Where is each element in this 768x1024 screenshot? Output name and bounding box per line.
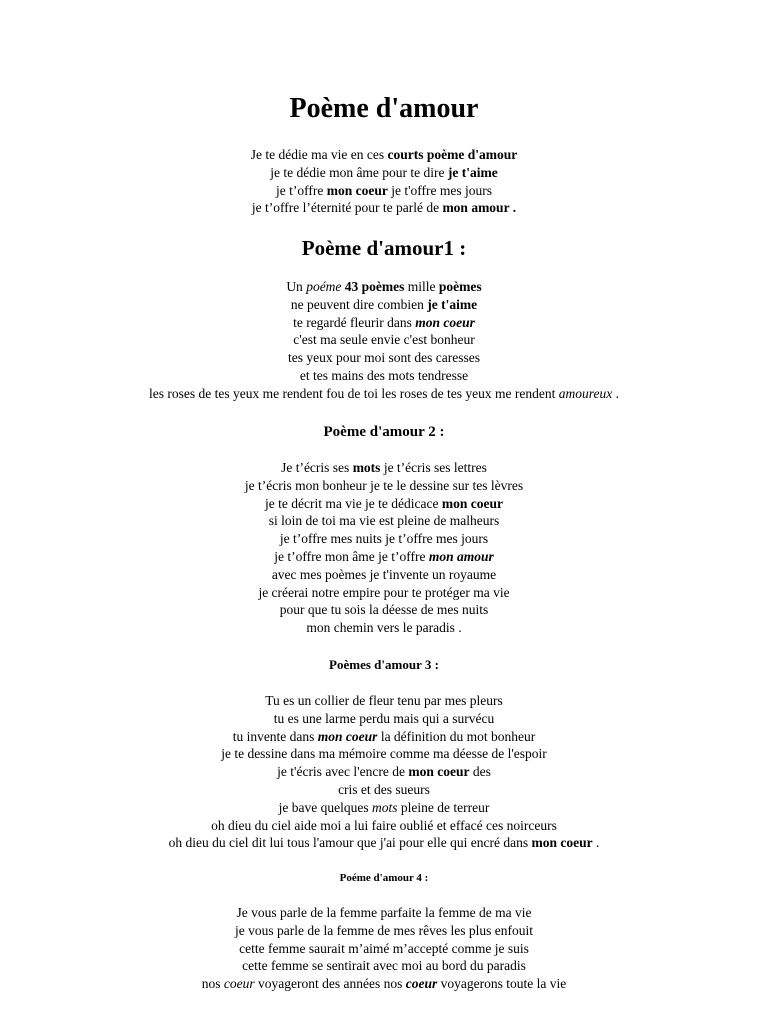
line-text: tu es une larme perdu mais qui a survécu [273, 710, 495, 726]
emphasized-text: mon amour [428, 548, 494, 564]
line-text: Je vous parle de la femme parfaite la femme de ma vie [236, 905, 532, 920]
line-text: voyagerons toute la vie [437, 976, 567, 992]
emphasized-text: amoureux [558, 385, 613, 401]
page-title: Poème d'amour [289, 93, 479, 124]
line-text: je vous parle de la femme de mes rêves les plus enfouit [234, 922, 534, 938]
line-text: tes yeux pour moi sont des caresses [288, 350, 480, 366]
poem-line [0, 834, 768, 852]
emphasized-text: je t'aime [447, 164, 498, 180]
poem-line [0, 512, 768, 530]
poem-line [0, 566, 768, 584]
poem-3-stanza [0, 692, 768, 852]
poem-line [0, 349, 768, 367]
poem-line [0, 799, 768, 817]
line-text: si loin de toi ma vie est pleine de malheurs [268, 513, 500, 529]
line-text: la définition du mot bonheur [377, 728, 536, 744]
poem-line [0, 710, 768, 728]
line-text: . [612, 385, 619, 401]
poem-line [0, 975, 768, 993]
poem-4-stanza [0, 904, 768, 993]
emphasized-text: poèmes [438, 279, 482, 294]
line-text: les roses de tes yeux me rendent fou de toi les roses de tes yeux me rendent [148, 385, 559, 401]
line-text: pour que tu sois la déesse de mes nuits [279, 602, 489, 618]
line-text: cris et des sueurs [338, 781, 430, 797]
poem-line [0, 495, 768, 513]
line-text: je bave quelques [278, 799, 372, 815]
emphasized-text: mon coeur [317, 728, 378, 744]
poem-line [0, 817, 768, 835]
line-text: je t’offre [275, 182, 327, 198]
line-text: mille [404, 279, 439, 294]
line-text: je t'écris avec l'encre de [277, 764, 409, 780]
line-text: tu invente dans [232, 728, 318, 744]
line-text: avec mes poèmes je t'invente un royaume [271, 566, 497, 582]
poem-line [0, 164, 768, 182]
line-text: je t’offre mes nuits je t’offre mes jours [279, 531, 489, 547]
line-text: mon chemin vers le paradis . [306, 620, 462, 636]
poem-line [0, 459, 768, 477]
poem-line [0, 182, 768, 200]
poem-line [0, 619, 768, 637]
poem-4-heading: Poéme d'amour 4 : [339, 872, 429, 884]
line-text: je t’écris mon bonheur je te le dessine sur tes lèvres [244, 477, 524, 493]
emphasized-text: mon coeur [415, 314, 475, 330]
line-text: oh dieu du ciel aide moi a lui faire oublié et effacé ces noirceurs [211, 817, 557, 833]
line-text: je te dessine dans ma mémoire comme ma déesse de l'espoir [221, 746, 547, 762]
poem-line [0, 763, 768, 781]
emphasized-text: coeur [405, 976, 438, 992]
emphasized-text: je t'aime [427, 296, 478, 312]
emphasized-text: mots [352, 460, 381, 475]
line-text: je te décrit ma vie je te dédicace [264, 495, 442, 511]
emphasized-text: coeur [223, 976, 255, 992]
poem-line [0, 314, 768, 332]
line-text: Un [286, 279, 307, 294]
line-text: je t'offre mes jours [387, 182, 493, 198]
line-text: ne peuvent dire combien [290, 296, 428, 312]
poem-line [0, 957, 768, 975]
emphasized-text: mon coeur [531, 835, 593, 851]
poem-line [0, 548, 768, 566]
poem-line [0, 745, 768, 763]
poem-3-heading: Poèmes d'amour 3 : [329, 657, 439, 672]
line-text: et tes mains des mots tendresse [299, 367, 469, 383]
poem-line [0, 367, 768, 385]
poem-line [0, 781, 768, 799]
line-text: je t’offre l’éternité pour te parlé de [251, 200, 443, 216]
line-text: je t’écris ses lettres [380, 460, 487, 475]
line-text: Je te dédie ma vie en ces [250, 147, 388, 162]
emphasized-text: mon amour . [442, 200, 517, 216]
emphasized-text: mon coeur [408, 764, 470, 780]
line-text: Tu es un collier de fleur tenu par mes pleurs [265, 693, 503, 708]
emphasized-text: courts poème d'amour [387, 147, 518, 162]
emphasized-text: mon coeur [441, 495, 504, 511]
poem-line [0, 692, 768, 710]
line-text: nos [201, 976, 224, 992]
line-text: je te dédie mon âme pour te dire [270, 164, 448, 180]
line-text: te regardé fleurir dans [293, 314, 416, 330]
poem-line [0, 728, 768, 746]
poem-line [0, 199, 768, 217]
intro-stanza [0, 146, 768, 217]
poem-line [0, 278, 768, 296]
emphasized-text: 43 poèmes [344, 279, 405, 294]
poem-line [0, 477, 768, 495]
line-text: cette femme se sentirait avec moi au bord du paradis [242, 958, 526, 974]
poem-line [0, 146, 768, 164]
poem-line [0, 584, 768, 602]
emphasized-text: mots [372, 799, 398, 815]
poem-line [0, 904, 768, 922]
line-text: pleine de terreur [397, 799, 490, 815]
poem-2-heading: Poème d'amour 2 : [323, 424, 445, 440]
poem-1-heading: Poème d'amour1 : [301, 236, 467, 260]
line-text: je t’offre mon âme je t’offre [274, 548, 429, 564]
line-text: Je t’écris ses [281, 460, 353, 475]
poem-line [0, 530, 768, 548]
poem-line [0, 296, 768, 314]
line-text: je créerai notre empire pour te protéger ma vie [258, 584, 510, 600]
line-text: . [592, 835, 600, 851]
emphasized-text: mon coeur [326, 182, 388, 198]
line-text: oh dieu du ciel dit lui tous l'amour que j'ai pour elle qui encré dans [168, 835, 532, 851]
line-text: cette femme saurait m’aimé m’accepté comme je suis [239, 940, 529, 956]
poem-line [0, 601, 768, 619]
poem-line [0, 922, 768, 940]
emphasized-text: poéme [306, 279, 342, 294]
line-text: c'est ma seule envie c'est bonheur [293, 332, 475, 348]
line-text: voyageront des années nos [254, 976, 406, 992]
poem-line [0, 385, 768, 403]
line-text: des [469, 764, 491, 780]
poem-line [0, 940, 768, 958]
poem-line [0, 331, 768, 349]
poem-2-stanza [0, 459, 768, 637]
poem-1-stanza [0, 278, 768, 403]
